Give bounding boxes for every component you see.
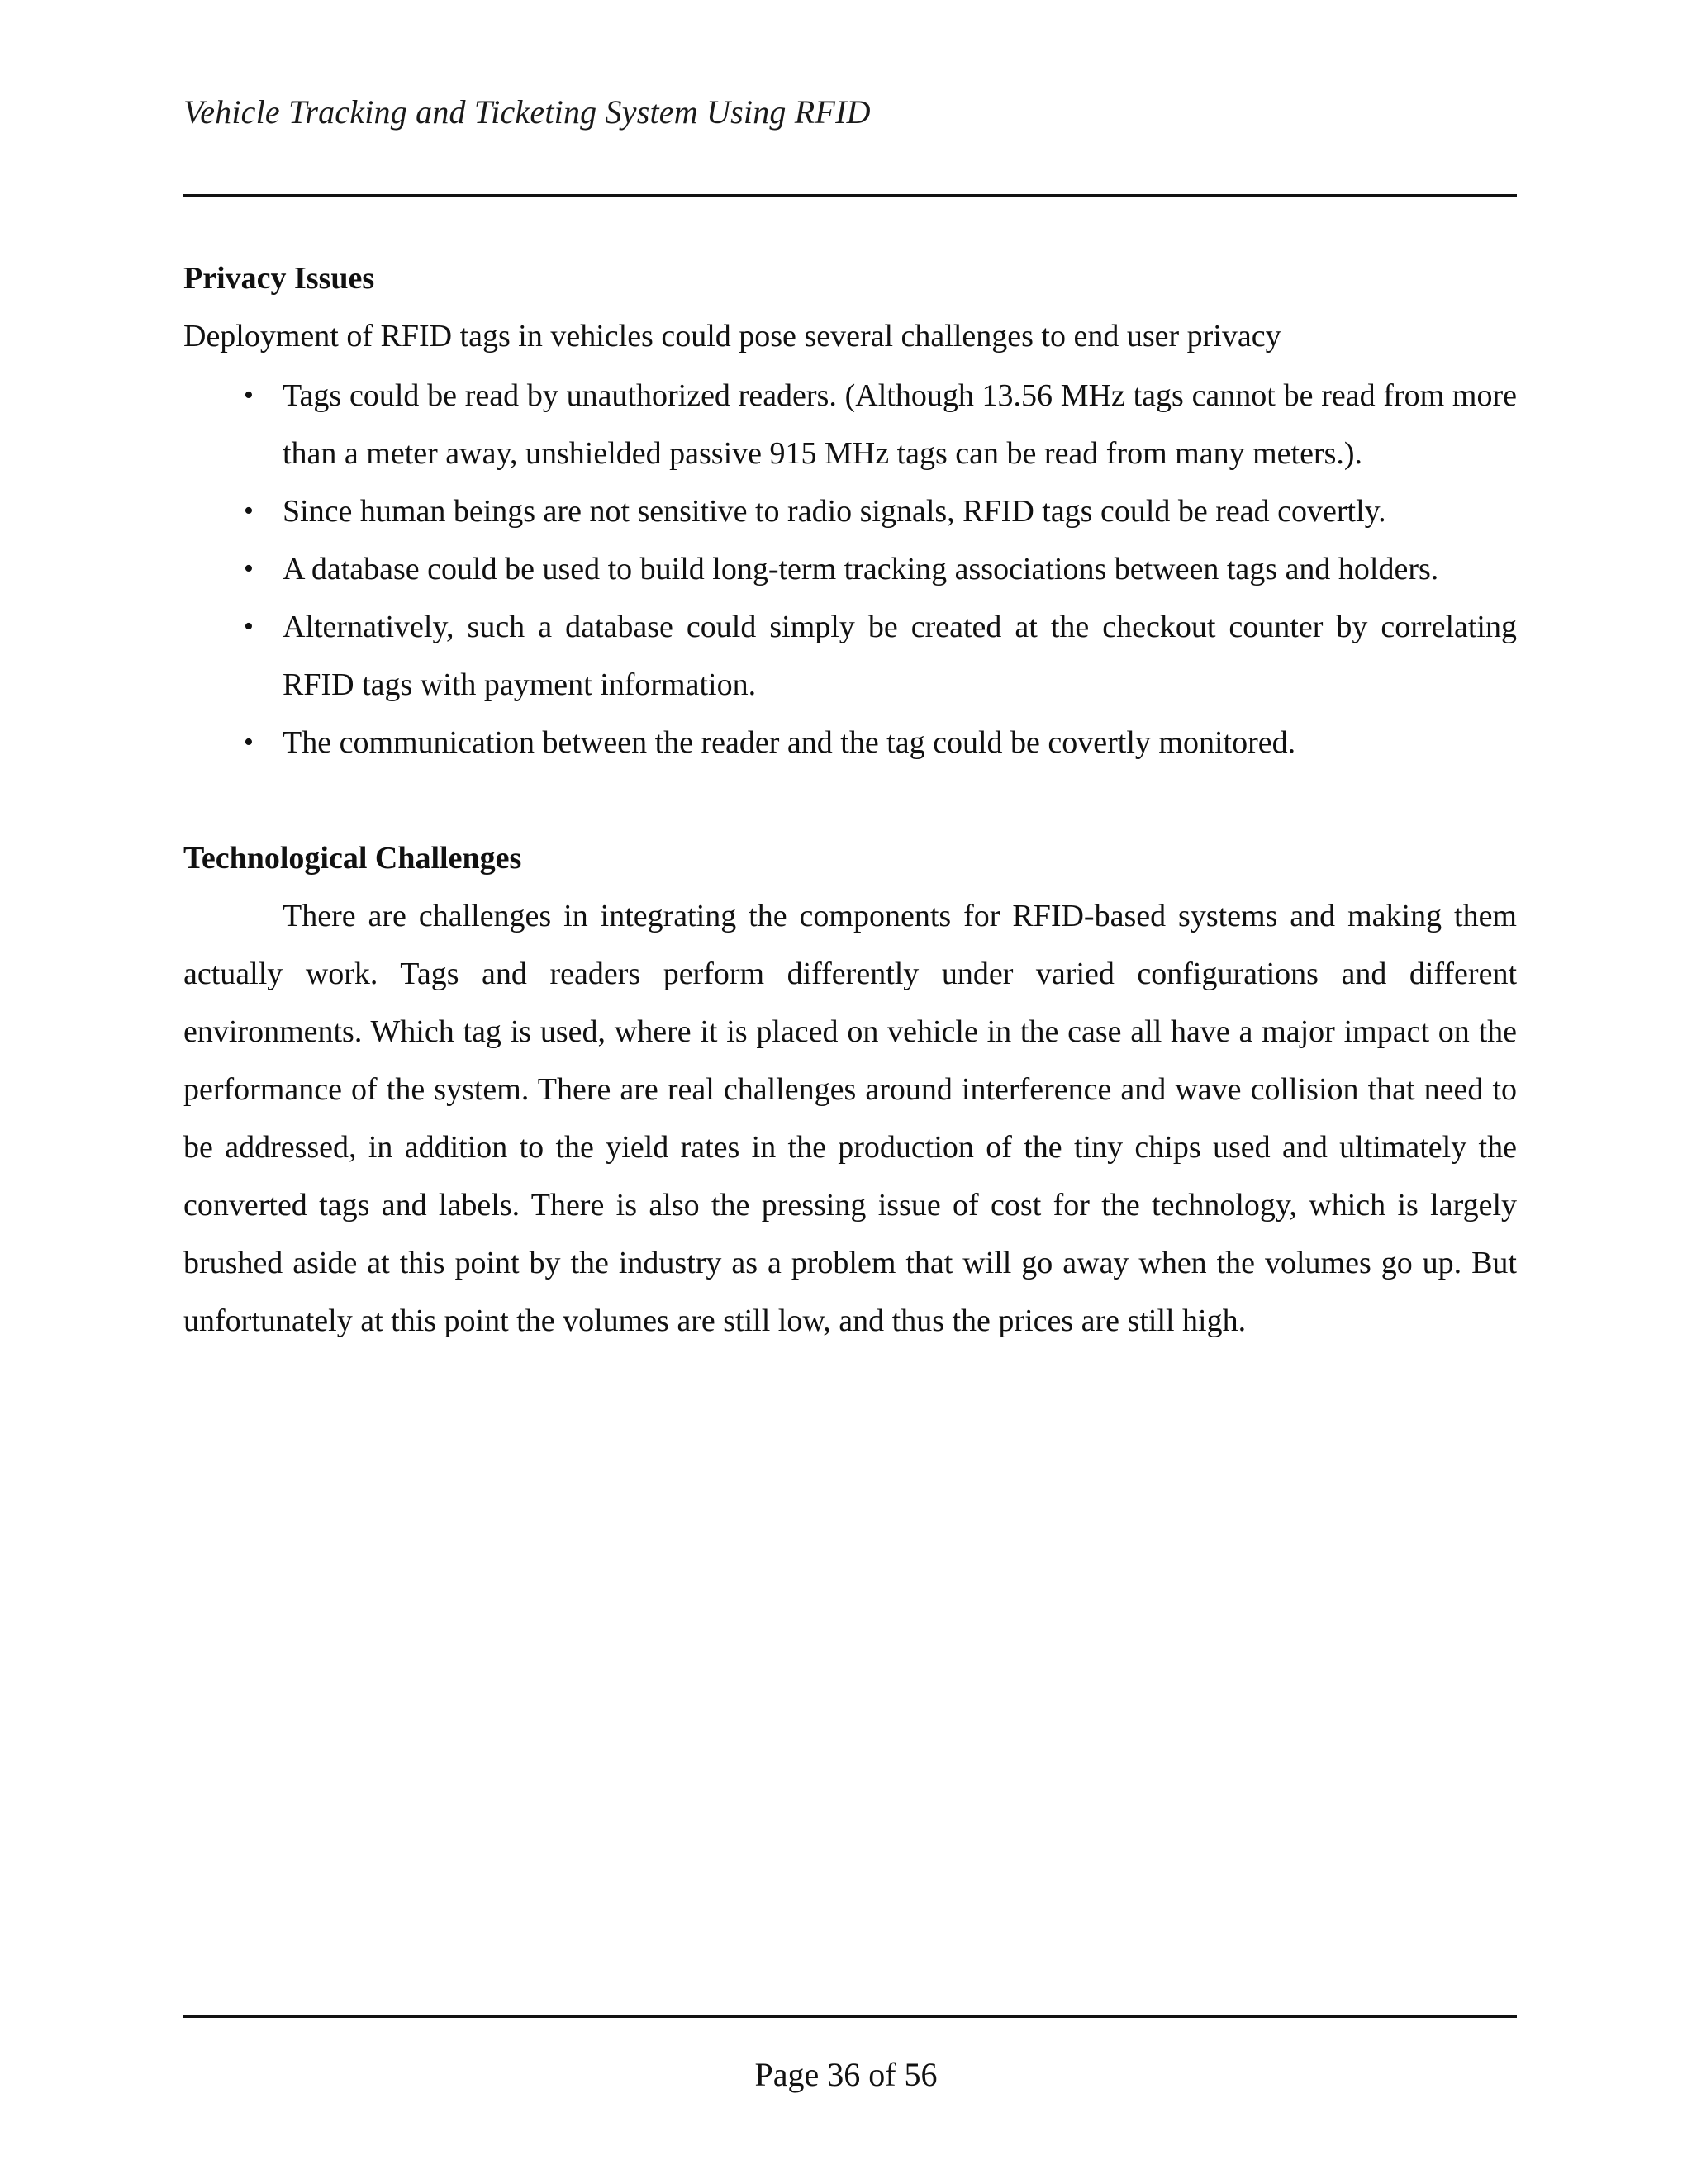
- running-header: Vehicle Tracking and Ticketing System Using RFID: [183, 93, 871, 131]
- bullet-icon: •: [244, 380, 254, 411]
- list-item-text: The communication between the reader and the tag could be covertly monitored.: [283, 725, 1296, 760]
- page-content: [183, 249, 1517, 1350]
- list-item: [183, 482, 1517, 540]
- list-item-text: Since human beings are not sensitive to radio signals, RFID tags could be read covertly.: [283, 494, 1386, 529]
- bullet-icon: •: [244, 611, 254, 642]
- list-item: [183, 540, 1517, 598]
- bullet-icon: •: [244, 553, 254, 584]
- bullet-icon: •: [244, 727, 254, 757]
- section-heading-privacy-issues: Privacy Issues: [183, 261, 375, 296]
- section-spacer: [183, 772, 1517, 829]
- list-item: [183, 714, 1517, 772]
- list-item-text: A database could be used to build long-term tracking associations between tags and holders.: [283, 552, 1439, 586]
- list-item-text: Tags could be read by unauthorized readers. (Although 13.56 MHz tags cannot be read from more than a meter away, unshielded passive 915 MHz tags can be read from many meters.).: [283, 378, 1517, 471]
- list-item-text: Alternatively, such a database could simply be created at the checkout counter by correlating RFID tags with payment information.: [283, 610, 1517, 702]
- section-heading-technological-challenges: Technological Challenges: [183, 841, 522, 876]
- list-item: [183, 367, 1517, 482]
- header-rule: [183, 194, 1517, 197]
- privacy-intro: Deployment of RFID tags in vehicles could pose several challenges to end user privacy: [183, 319, 1281, 354]
- list-item: [183, 598, 1517, 714]
- privacy-bullet-list: [183, 367, 1517, 772]
- technological-challenges-paragraph: There are challenges in integrating the components for RFID-based systems and making them actually work. Tags and readers perform differently under varied configurations and different environments. Which tag is used, where it is placed on vehicle in the case all have a major impact on the performance of the system. There are real challenges around interference and wave collision that need to be addressed, in addition to the yield rates in the production of the tiny chips used and ultimately the converted tags and labels. There is also the pressing issue of cost for the technology, which is largely brushed aside at this point by the industry as a problem that will go away when the volumes go up. But unfortunately at this point the volumes are still low, and thus the prices are still high.: [183, 899, 1517, 1338]
- footer-rule: [183, 2015, 1517, 2018]
- page-number: Page 36 of 56: [754, 2056, 938, 2093]
- bullet-icon: •: [244, 496, 254, 526]
